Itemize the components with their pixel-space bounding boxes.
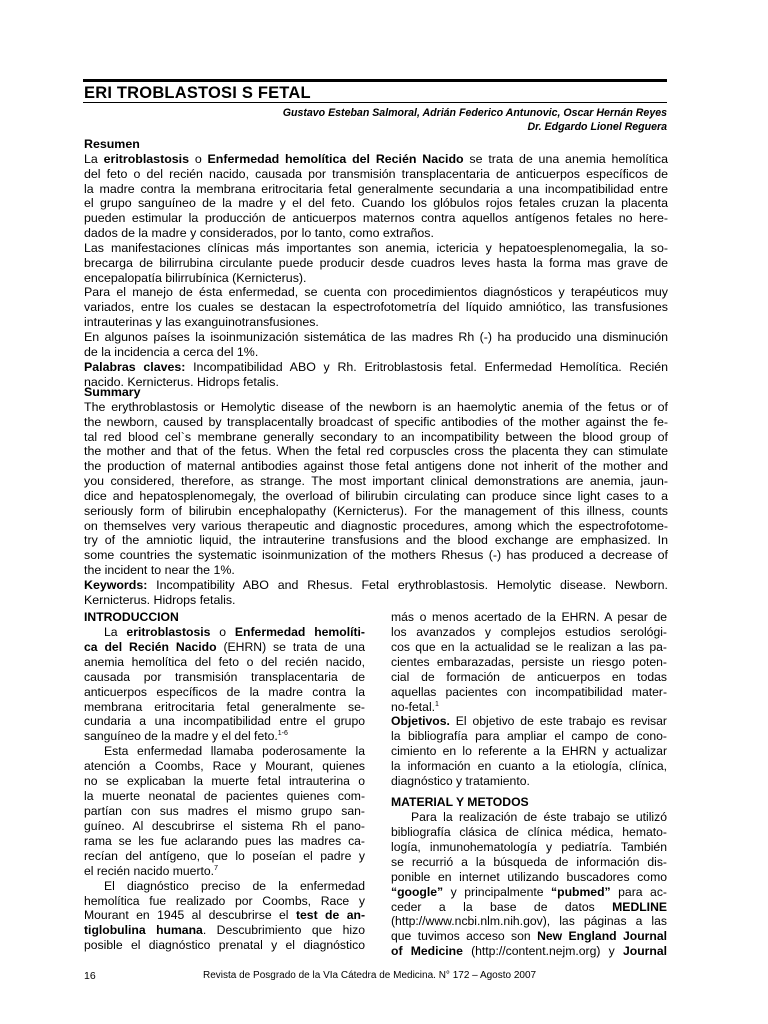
body-line [391, 700, 667, 715]
text-span: que tuvimos acceso son [391, 929, 538, 944]
author-block [283, 106, 667, 134]
summary-heading: Summary [84, 385, 141, 399]
introduccion-heading: INTRODUCCION [84, 610, 179, 624]
bold-term: test de an- [295, 908, 365, 923]
keywords-label: Palabras claves: [84, 359, 186, 374]
palabras-claves-line: nacido. Kernicterus. Hidrops fetalis. [84, 374, 279, 389]
body-line: aquellas pacientes con incompatibilidad mater- [391, 684, 667, 699]
text-span: y principalmente [443, 884, 552, 899]
intro-line: anticuerpos específicos de la madre contra la [84, 684, 365, 699]
resumen-heading: Resumen [84, 137, 140, 151]
text-span: el recién nacido muerto. [84, 863, 215, 878]
metodos-line: se recurrió a la búsqueda de información dis- [391, 854, 667, 869]
intro-line: recían del antígeno, que lo poseían el padre y [84, 848, 365, 863]
resumen-line: encepalopatía bilirrubínica (Kernicterus). [84, 270, 307, 285]
page-number: 16 [84, 970, 96, 982]
bold-term: Enfermedad hemolítica del Recién Nacido [207, 151, 464, 166]
bold-term: “pubmed” [551, 884, 611, 899]
text-span: Incompatibilidad ABO y Rh. Eritroblastosis fetal. Enfermedad Hemolítica. Recién [185, 359, 668, 374]
intro-line [84, 908, 365, 923]
bold-term: Journal [622, 944, 667, 959]
resumen-line [84, 152, 668, 167]
material-metodos-heading: MATERIAL Y METODOS [391, 795, 529, 810]
body-line: cientes embarazadas, persiste un riesgo poten- [391, 654, 667, 669]
citation-ref: 7 [214, 864, 218, 872]
citation-ref: 1-6 [277, 730, 288, 738]
objetivos-line: cimiento en lo referente a la EHRN y actualizar [391, 744, 667, 759]
bold-term: eritroblastosis [126, 624, 211, 639]
summary-line: on themselves very various therapeutic and diagnostic procedures, among which the espectrofotome- [84, 518, 668, 533]
bold-term: eritroblastosis [103, 151, 189, 166]
title-rule [83, 102, 667, 103]
metodos-line: logía, inmunohematología y pediatría. También [391, 839, 667, 854]
resumen-line: del feto o del recién nacido, causada por transmisión transplacentaria de anticuerpos específicos de [84, 166, 668, 181]
right-column [391, 610, 667, 959]
intro-line: no se explicaban la muerte fetal intrauterina o [84, 774, 365, 789]
article-title: ERI TROBLASTOSI S FETAL [84, 84, 311, 102]
intro-line: causada por transmisión transplacentaria de [84, 669, 365, 684]
objetivos-label: Objetivos. [391, 714, 450, 729]
intro-line [84, 923, 365, 938]
metodos-line [391, 885, 667, 900]
objetivos-line [391, 714, 667, 729]
body-line: más o menos acertado de la EHRN. A pesar de [391, 610, 667, 624]
resumen-line: Para el manejo de ésta enfermedad, se cuenta con procedimientos diagnósticos y terapéuticos muy [84, 285, 668, 300]
bold-term: tiglobulina humana [84, 923, 203, 938]
intro-line: hemolítica fue realizado por Coombs, Race y [84, 893, 365, 908]
text-span: La [104, 624, 127, 639]
resumen-line: brecarga de bilirrubina circulante puede producir desde cuadros leves hasta la forma mas grave de [84, 255, 668, 270]
authors-line: Dr. Edgardo Lionel Reguera [527, 121, 667, 133]
metodos-line: bibliografía clásica de clínica médica, hemato- [391, 824, 667, 839]
metodos-line: Para la realización de éste trabajo se utilizó [411, 809, 667, 824]
resumen-section [84, 137, 668, 389]
resumen-line: la madre contra la membrana eritrocitaria fetal generalmente secundaria a una incompatibilidad entre [84, 181, 668, 196]
summary-line: some countries the systematic isoinmunization of the mothers Rhesus (-) has produced a decrease of [84, 548, 668, 563]
bold-term: of Medicine [391, 944, 463, 959]
bold-term: MEDLINE [612, 899, 667, 914]
citation-ref: 1 [435, 700, 439, 708]
metodos-line: ponible en internet utilizando buscadores como [391, 869, 667, 884]
summary-line: the mother and that of the fetus. When the fetal red corpuscles cross the placenta they can stimulate [84, 444, 668, 459]
text-span: ceder a la base de datos [391, 899, 613, 914]
body-line: cos que en la actualidad se le realizan a las pa- [391, 639, 667, 654]
body-line: los avanzados y complejos estudios serológi- [391, 624, 667, 639]
intro-line: posible el diagnóstico prenatal y el diagnóstico [84, 938, 365, 953]
summary-section [84, 385, 668, 608]
resumen-line: pueden estimular la producción de anticuerpos maternos contra aquellos antígenos fetales no here- [84, 211, 668, 226]
text-span: . Descubrimiento que hizo [202, 923, 365, 938]
intro-line: cundaria a una incompatibilidad entre el grupo [84, 714, 365, 729]
intro-line: membrana eritrocitaria fetal generalmente se- [84, 699, 365, 714]
summary-line: seriously form of bilirubin encephalopathy (Kernicterus). For the management of this illness, counts [84, 503, 668, 518]
metodos-line [391, 900, 667, 915]
text-span: La [84, 151, 104, 166]
intro-line: El diagnóstico preciso de la enfermedad [104, 878, 365, 893]
text-span: Mourant en 1945 al descubrirse el [84, 908, 296, 923]
intro-line: partían con sus madres el mismo grupo san- [84, 803, 365, 818]
intro-line: anemia hemolítica del feto o del recién nacido, [84, 654, 365, 669]
bold-term: “google” [391, 884, 444, 899]
summary-line: tal red blood cel`s membrane generally secondary to an incompatibility between the blood group of [84, 429, 668, 444]
summary-line: the production of maternal antibodies against those fetal antigens done not inherit of the mother and [84, 459, 668, 474]
text-span: no-fetal. [391, 699, 436, 714]
metodos-line: (http://www.ncbi.nlm.nih.gov), las páginas a las [391, 914, 667, 929]
keywords-line: Kernicterus. Hidrops fetalis. [84, 592, 236, 607]
text-span: para ac- [610, 884, 667, 899]
resumen-line: variados, entre los cuales se destacan la espectrofotometría del líquido amniótico, las transfusiones [84, 300, 668, 315]
journal-citation: Revista de Posgrado de la VIa Cátedra de Medicina. N° 172 – Agosto 2007 [203, 970, 537, 981]
intro-line: guíneo. Al descubrirse el sistema Rh el pano- [84, 818, 365, 833]
palabras-claves-line [84, 360, 668, 375]
metodos-line [391, 929, 667, 944]
summary-line: you considered, therefore, as strange. The most important clinical demonstrations are anemia, jaun- [84, 474, 668, 489]
keywords-label: Keywords: [84, 577, 148, 592]
text-span: se trata de una anemia hemolítica [463, 151, 668, 166]
resumen-line: intrauterinas y las exanguinotransfusiones. [84, 315, 319, 330]
bold-term: New England Journal [537, 929, 667, 944]
text-span: (EHRN) se trata de una [216, 639, 365, 654]
resumen-line: de la incidencia a cerca del 1%. [84, 344, 259, 359]
text-span: El objetivo de este trabajo es revisar [449, 714, 667, 729]
intro-line: atención a Coombs, Race y Mourant, quienes [84, 759, 365, 774]
intro-line [84, 864, 365, 879]
body-line: cial de formación de anticuerpos en todas [391, 669, 667, 684]
resumen-line: el grupo sanguíneo de la madre y el del feto. Cuando los glóbulos rojos fetales cruzan la placenta [84, 196, 668, 211]
text-span: o [210, 624, 235, 639]
intro-line: Esta enfermedad llamaba poderosamente la [104, 744, 365, 759]
summary-line: dice and hepatosplenomegaly, the overload of bilirubin circulating can produce since light cases to a [84, 488, 668, 503]
authors-line: Gustavo Esteban Salmoral, Adrián Federico Antunovic, Oscar Hernán Reyes [282, 107, 667, 119]
text-span: Incompatibility ABO and Rhesus. Fetal erythroblastosis. Hemolytic disease. Newborn. [147, 577, 668, 592]
intro-line: rama se les fue aclarando pues las madres ca- [84, 833, 365, 848]
top-rule [83, 79, 667, 82]
text-span: sanguíneo de la madre y el del feto. [84, 729, 278, 744]
resumen-line: dados de la madre y considerados, por lo tanto, como extraños. [84, 226, 434, 241]
objetivos-line: diagnóstico y tratamiento. [391, 774, 530, 789]
summary-line: the incident to near the 1%. [84, 563, 235, 578]
bold-term: Enfermedad hemolíti- [234, 624, 365, 639]
intro-line: la muerte neonatal de pacientes quienes com- [84, 789, 365, 804]
intro-line [84, 729, 365, 744]
summary-line: The erythroblastosis or Hemolytic disease of the newborn is an haemolytic anemia of the fetus or of [84, 399, 668, 414]
summary-line: the newborn, caused by transplacentally broadcast of specific antibodies of the mother against the fe- [84, 414, 668, 429]
text-span: o [189, 151, 208, 166]
resumen-line: Las manifestaciones clínicas más importantes son anemia, ictericia y hepatoesplenomegalia, la so- [84, 240, 668, 255]
objetivos-line: la información en cuanto a la etiología, clínica, [391, 759, 667, 774]
summary-line: try of the amniotic liquid, the intrauterine transfusions and the blood exchange are emphasized. In [84, 533, 668, 548]
keywords-line [84, 578, 668, 593]
bold-term: ca del Recién Nacido [84, 639, 217, 654]
text-span: (http://content.nejm.org) y [462, 944, 623, 959]
intro-line [84, 640, 365, 655]
metodos-line [391, 944, 667, 959]
left-column [84, 610, 365, 953]
objetivos-line: la bibliografía para ampliar el campo de cono- [391, 729, 667, 744]
resumen-line: En algunos países la isoinmunización sistemática de las madres Rh (-) ha producido una disminución [84, 329, 668, 344]
intro-line [84, 625, 365, 640]
